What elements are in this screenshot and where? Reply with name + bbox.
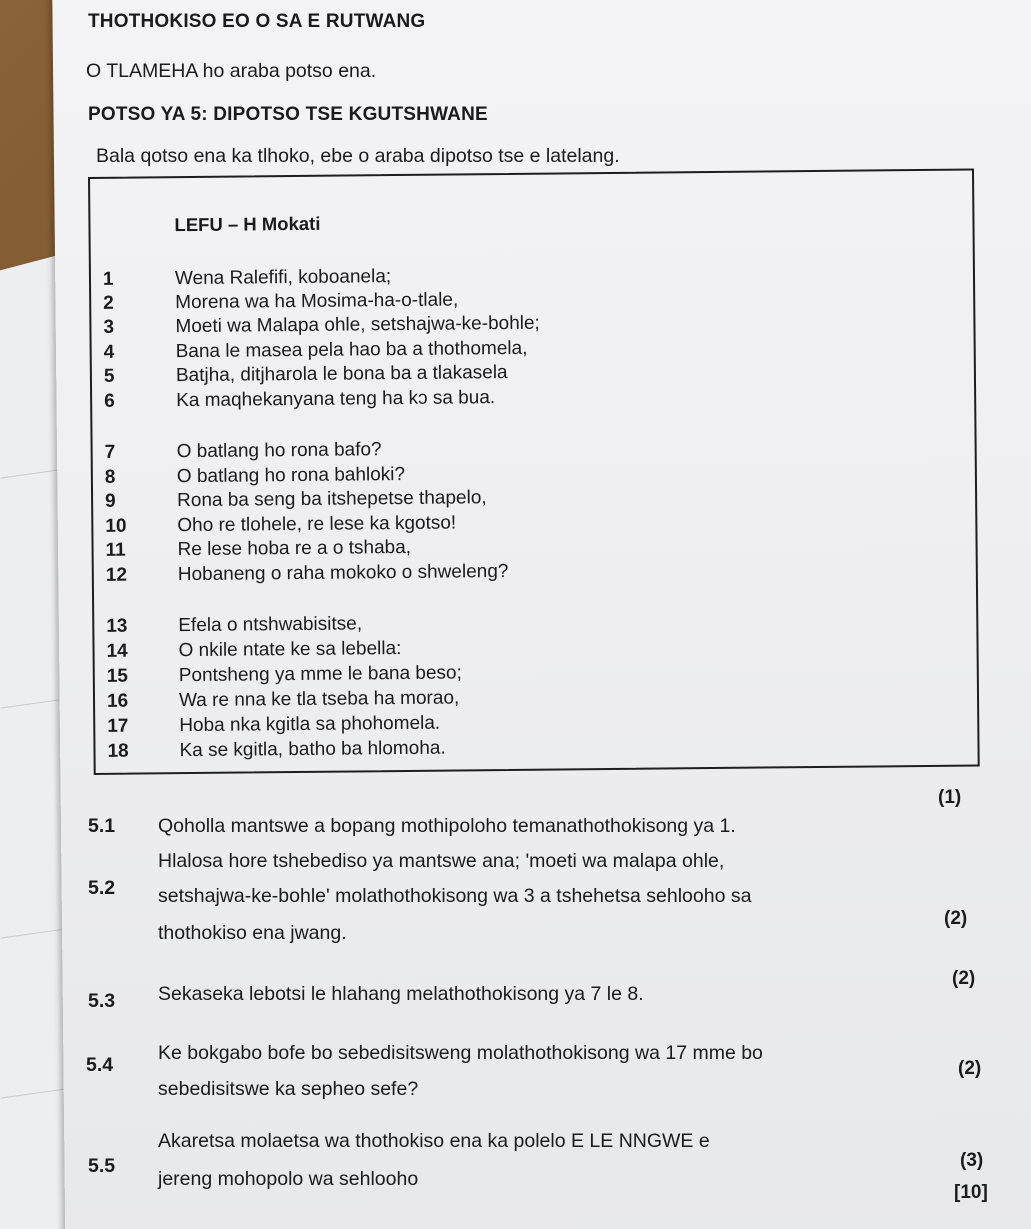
line-number: 8 <box>104 466 116 488</box>
line-number: 15 <box>106 665 129 687</box>
line-number: 9 <box>105 490 116 512</box>
line-text: Bana le masea pela hao ba a thothomela, <box>175 337 528 363</box>
line-text: Hobaneng o raha mokoko o shweleng? <box>177 560 509 586</box>
question-text: jereng mohopolo wa sehlooho <box>158 1168 419 1190</box>
line-text: O nkile ntate ke sa lebella: <box>178 638 402 662</box>
line-text: Wa re nna ke tla tseba ha morao, <box>178 687 460 712</box>
line-number: 13 <box>106 615 128 637</box>
question-text: Qoholla mantswe a bopang mothipoloho temanathothokisong ya 1. <box>158 815 736 837</box>
line-number: 1 <box>102 268 114 290</box>
question-text: thothokiso ena jwang. <box>158 922 347 944</box>
question-marks: (2) <box>952 968 976 989</box>
total-marks: [10] <box>954 1182 988 1203</box>
line-number: 12 <box>105 564 128 586</box>
question-text: sebedisitswe ka sepheo sefe? <box>158 1078 419 1100</box>
question-marks: (3) <box>960 1150 984 1171</box>
question-label: 5.5 <box>88 1155 116 1177</box>
line-number: 2 <box>103 292 114 314</box>
intro-text: Bala qotso ena ka tlhoko, ebe o araba dipotso tse e latelang. <box>96 145 620 167</box>
line-text: Batjha, ditjharola le bona ba a tlakasela <box>175 361 508 387</box>
line-number: 16 <box>106 690 129 712</box>
question-label: 5.2 <box>88 877 116 899</box>
line-number: 18 <box>107 740 129 762</box>
line-text: Hoba nka kgitla sa phohomela. <box>179 712 441 737</box>
line-number: 17 <box>107 715 129 737</box>
line-number: 3 <box>103 316 115 338</box>
question-text: Sekaseka lebotsi le hlahang melathothokisong ya 7 le 8. <box>158 983 644 1005</box>
line-number: 6 <box>104 390 115 412</box>
line-text: Morena wa ha Mosima-ha-o-tlale, <box>175 289 459 314</box>
line-text: Rona ba seng ba itshepetse thapelo, <box>177 487 487 512</box>
poem-box <box>88 168 980 774</box>
line-text: Ka maqhekanyana teng ha kɔ sa bua. <box>176 387 496 412</box>
line-text: Wena Ralefifi, koboanela; <box>174 266 392 290</box>
line-number: 14 <box>106 640 128 662</box>
line-text: O batlang ho rona bafo? <box>176 439 382 463</box>
question-marks: (2) <box>944 908 968 929</box>
line-number: 11 <box>105 539 126 561</box>
question-title: POTSO YA 5: DIPOTSO TSE KGUTSHWANE <box>88 104 488 125</box>
question-marks: (1) <box>938 787 962 808</box>
instruction-text: O TLAMEHA ho araba potso ena. <box>86 60 377 82</box>
line-number: 4 <box>103 341 115 363</box>
question-text: Akaretsa molaetsa wa thothokiso ena ka polelo E LE NNGWE e <box>158 1130 710 1152</box>
question-label: 5.4 <box>86 1054 114 1076</box>
line-number: 7 <box>104 441 116 463</box>
line-text: Efela o ntshwabisitse, <box>178 613 363 637</box>
question-text: Ke bokgabo bofe bo sebedisitsweng molathothokisong wa 17 mme bo <box>158 1042 763 1064</box>
question-text: Hlalosa hore tshebediso ya mantswe ana; 'moeti wa malapa ohle, <box>158 850 725 872</box>
question-label: 5.3 <box>88 990 116 1012</box>
line-number: 5 <box>103 365 115 387</box>
line-text: Re lese hoba re a o tshaba, <box>177 536 412 561</box>
line-text: Ka se kgitla, batho ba hlomoha. <box>179 737 446 762</box>
poem-title: LEFU – H Mokati <box>174 212 321 236</box>
line-text: Moeti wa Malapa ohle, setshajwa-ke-bohle; <box>175 312 540 338</box>
document-title: THOTHOKISO EO O SA E RUTWANG <box>88 11 426 32</box>
question-text: setshajwa-ke-bohle' molathothokisong wa 3 a tshehetsa sehlooho sa <box>158 885 752 907</box>
line-number: 10 <box>105 515 127 537</box>
question-marks: (2) <box>958 1058 982 1079</box>
line-text: Oho re tlohele, re lese ka kgotso! <box>177 512 457 537</box>
question-label: 5.1 <box>88 815 116 837</box>
line-text: O batlang ho rona bahloki? <box>176 463 406 488</box>
line-text: Pontsheng ya mme le bana beso; <box>178 662 462 687</box>
